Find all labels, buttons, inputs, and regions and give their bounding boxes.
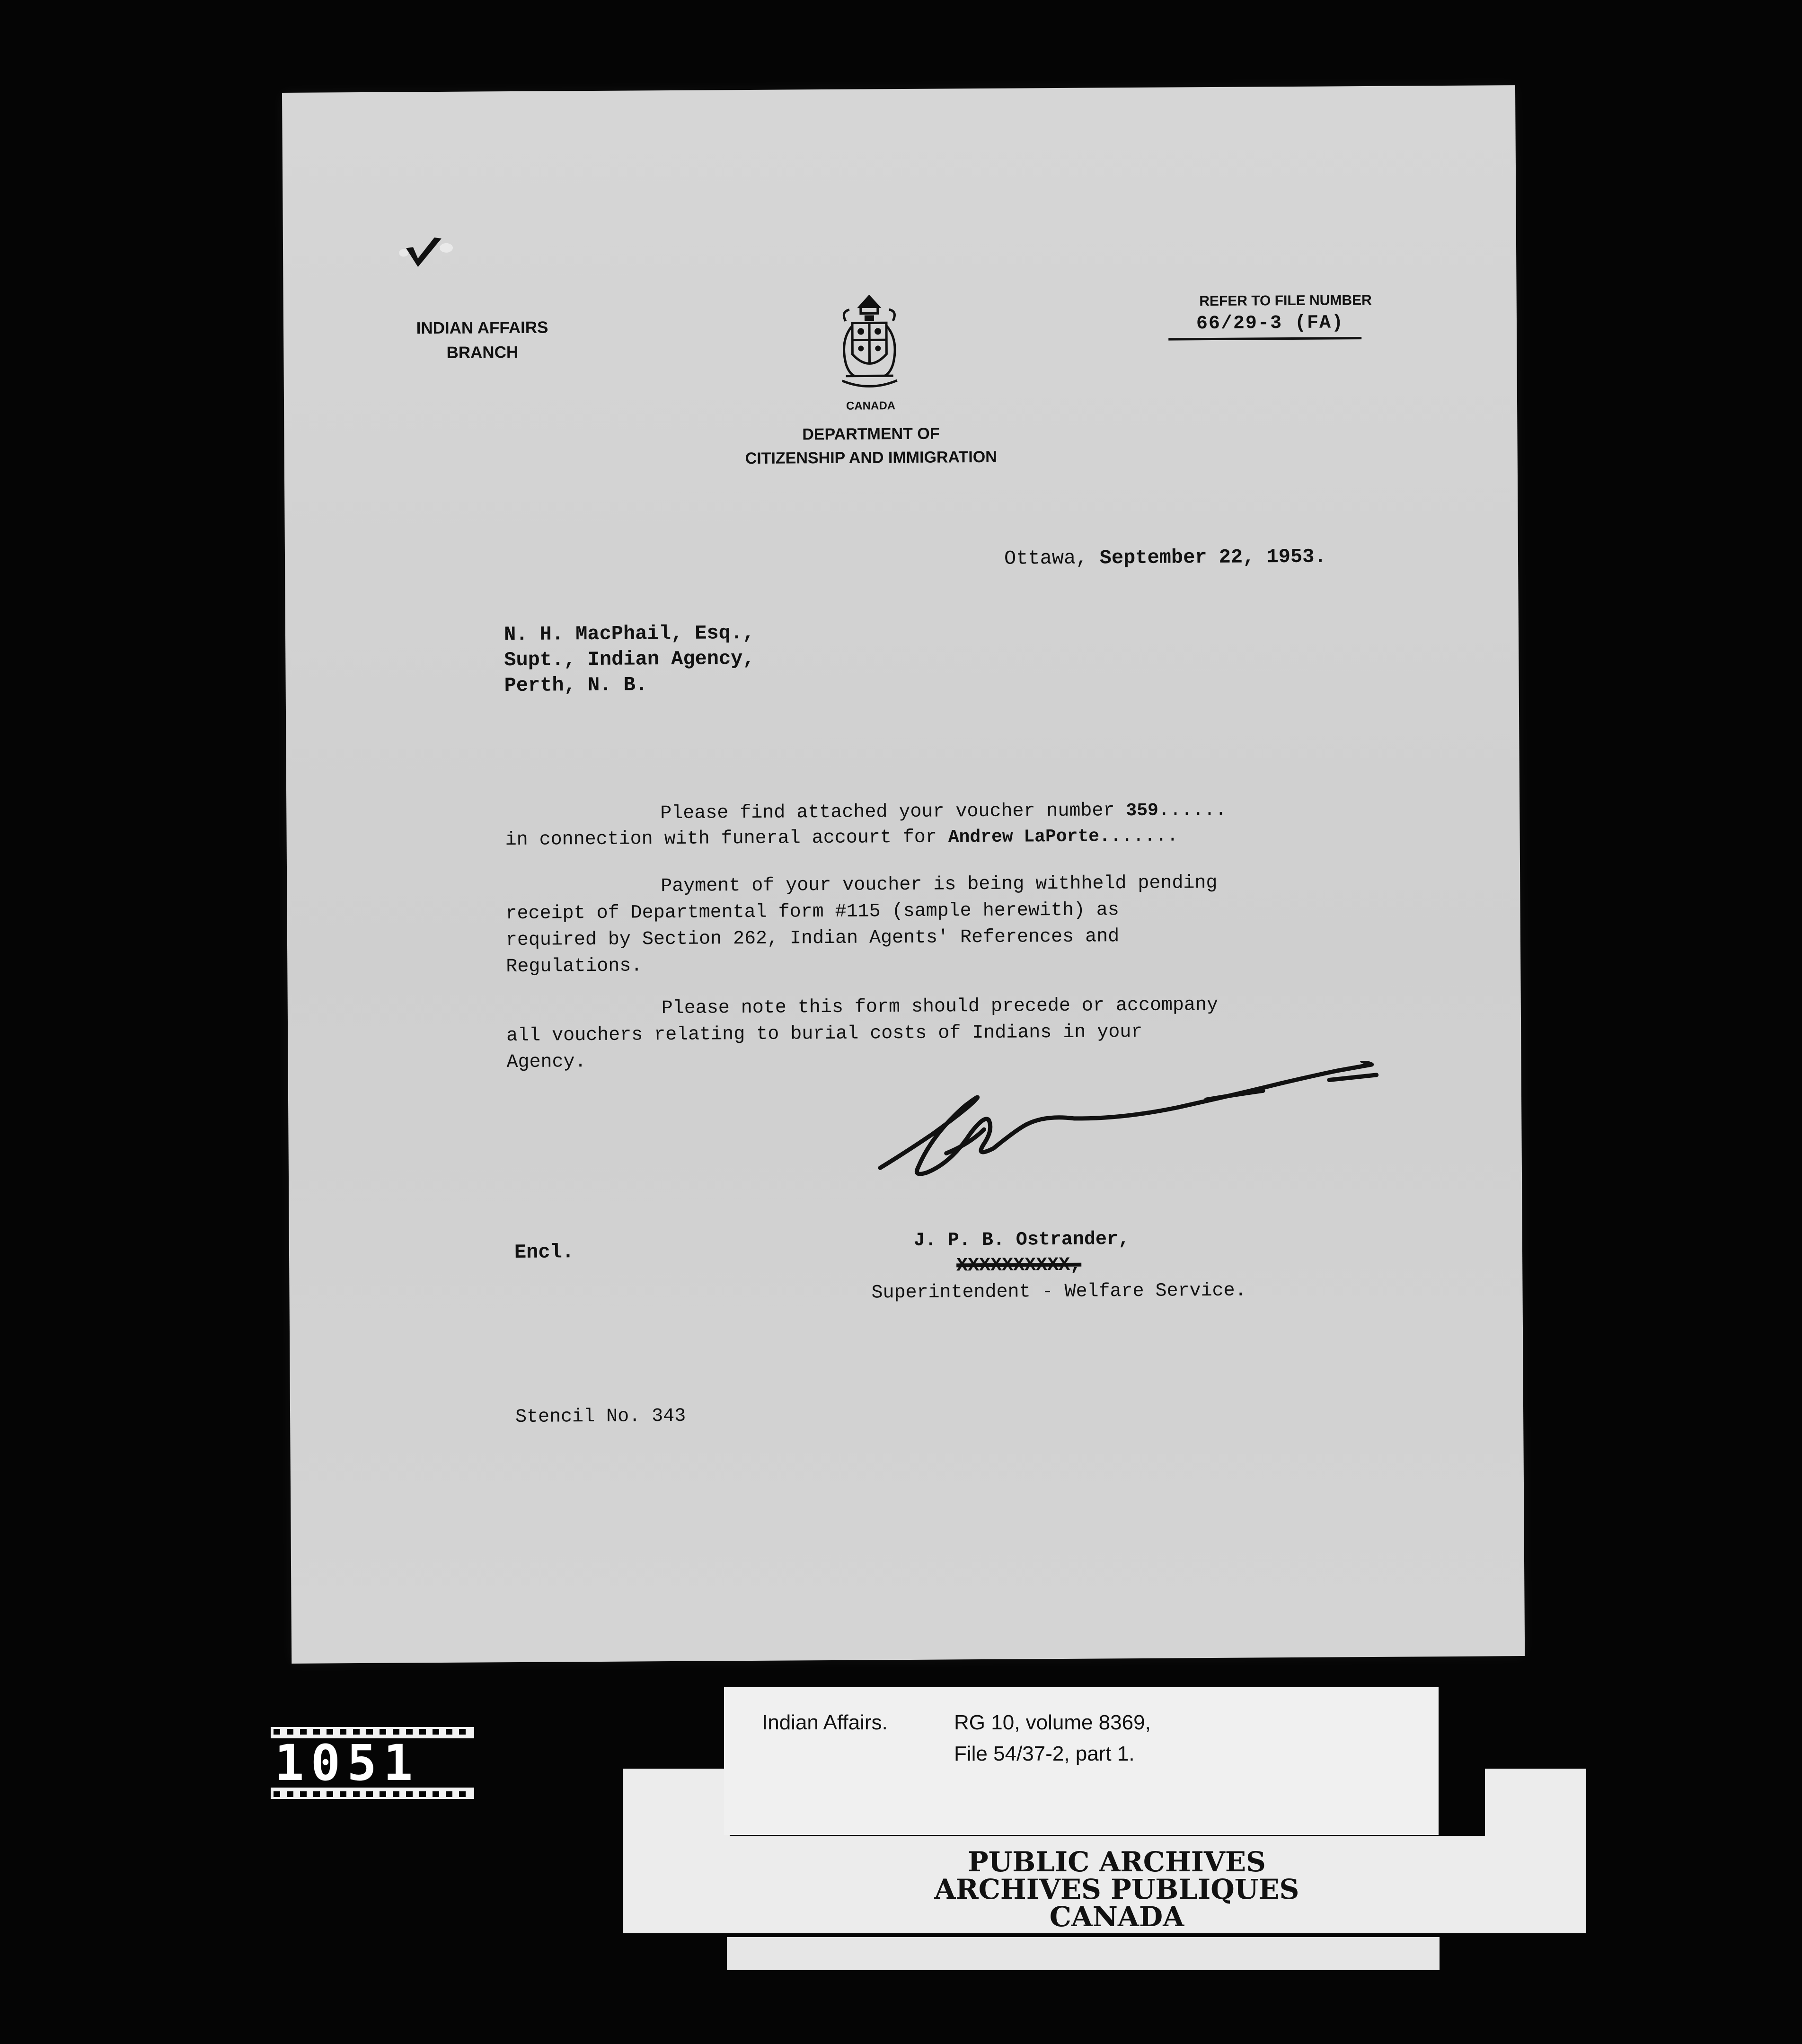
stencil-number: Stencil No. 343 <box>515 1405 686 1428</box>
file-number-underline <box>1168 337 1361 340</box>
archive-card-strip <box>727 1937 1440 1970</box>
collection-name: Indian Affairs. <box>762 1711 888 1734</box>
file-number: 66/29-3 (FA) <box>1196 312 1344 335</box>
paragraph-2-line: receipt of Departmental form #115 (sample herewith) as <box>505 899 1119 925</box>
file-reference: File 54/37-2, part 1. <box>954 1742 1135 1765</box>
frame-number: 1051 <box>274 1734 420 1792</box>
paragraph-3-line: Agency. <box>506 1051 586 1074</box>
paragraph-2-line: Regulations. <box>506 955 643 978</box>
refer-to-file-label: REFER TO FILE NUMBER <box>1199 292 1372 309</box>
archive-stamp-line: PUBLIC ARCHIVES <box>968 1846 1266 1878</box>
archive-stamp-line: CANADA <box>1049 1901 1184 1933</box>
letter-page <box>282 85 1525 1664</box>
struck-out-title: XXXXXXXXXX, <box>956 1254 1082 1277</box>
date-line <box>1004 546 1326 570</box>
check-mark-icon <box>397 234 453 272</box>
address-line: N. H. MacPhail, Esq., <box>504 621 755 646</box>
handwritten-signature <box>875 1061 1401 1206</box>
archive-reference-card <box>724 1687 1439 1835</box>
signer-title: Superintendent - Welfare Service. <box>871 1280 1246 1304</box>
archive-stamp-line: ARCHIVES PUBLIQUES <box>934 1873 1299 1905</box>
paragraph-1-line-2: in connection with funeral accourt for Andrew LaPorte....... <box>505 825 1179 851</box>
paragraph-2-line: Payment of your voucher is being withheld pending <box>661 872 1218 898</box>
department-name-line1: DEPARTMENT OF <box>802 424 940 444</box>
enclosure-note: Encl. <box>514 1241 574 1264</box>
paragraph-2-line: required by Section 262, Indian Agents' References and <box>505 926 1120 952</box>
record-group: RG 10, volume 8369, <box>954 1711 1151 1734</box>
signer-name: J. P. B. Ostrander, <box>913 1229 1130 1251</box>
paragraph-3-line: all vouchers relating to burial costs of Indians in your <box>506 1021 1143 1047</box>
place: Ottawa, <box>1004 546 1088 570</box>
voucher-number: 359 <box>1126 800 1159 821</box>
branch-name: INDIAN AFFAIRS BRANCH <box>416 318 548 362</box>
frame-number-counter <box>271 1727 474 1799</box>
department-name-line2: CITIZENSHIP AND IMMIGRATION <box>745 448 997 468</box>
letter-date: September 22, 1953. <box>1099 545 1326 570</box>
paragraph-1-line-1: Please find attached your voucher number 359...... <box>660 799 1227 825</box>
crest-caption: CANADA <box>846 399 896 413</box>
coat-of-arms-icon <box>831 292 908 394</box>
address-line: Perth, N. B. <box>504 673 648 697</box>
paragraph-3-line: Please note this form should precede or accompany <box>661 994 1219 1020</box>
address-line: Supt., Indian Agency, <box>504 647 755 672</box>
deceased-name: Andrew LaPorte. <box>948 826 1110 848</box>
